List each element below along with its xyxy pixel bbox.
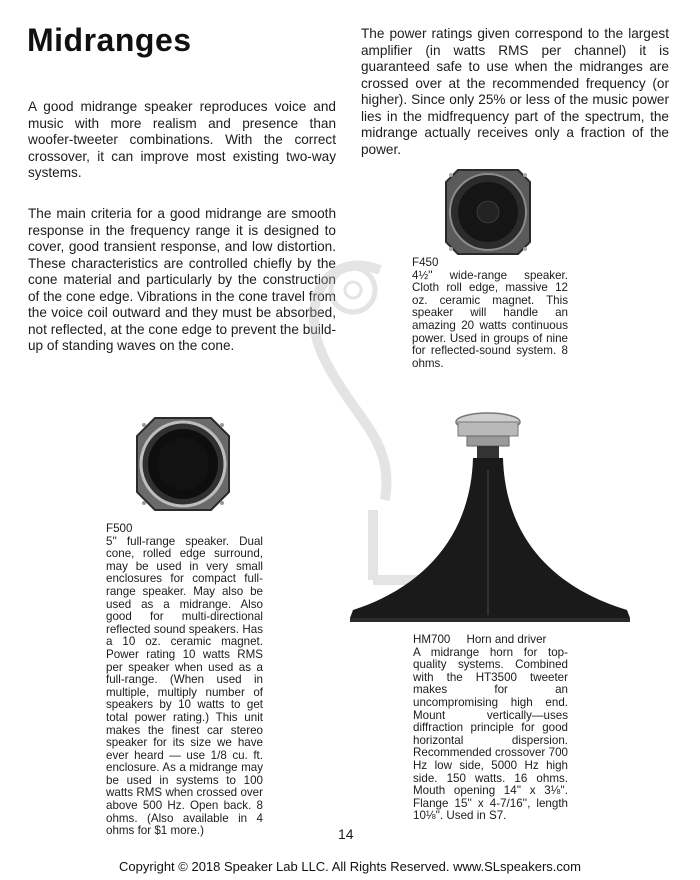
f450-caption [412,257,568,370]
intro-paragraph: A good midrange speaker reproduces voice and music with more realism and presence than woofer-tweeter combinations. With the correct crossover, it can improve most existing two-way systems. [28,99,336,180]
f450-speaker-image [444,168,532,256]
page-title: Midranges [27,22,192,58]
f450-description: 4½'' wide-range speaker. Cloth roll edge, massive 12 oz. ceramic magnet. This speaker will handle an amazing 20 watts continuous power. Used in groups of nine for reflected-sound system. 8 ohms. [412,268,568,370]
page-number: 14 [338,826,354,842]
power-ratings-paragraph: The power ratings given correspond to the largest amplifier (in watts RMS per channel) it is guaranteed safe to use when the midranges are crossed over at the recommended frequency (or higher). Since only 25% or less of the music power lies in the midfrequency part of the spectrum, the midrange actually receives only a fraction of the power. [361,26,669,157]
hm700-model: HM700 [413,633,451,646]
hm700-description: A midrange horn for top-quality systems. Combined with the HT3500 tweeter makes for an uncompromising high end. Mount vertically—uses diffraction principle for good horizontal dispersion. Recommended crossover 700 Hz low side, 5000 Hz high side. 150 watts. 16 ohms. Mouth opening 14'' x 3⅛''. Flange 15'' x 4-7/16'', length 10⅛''. Used in S7. [413,645,568,823]
copyright-footer: Copyright © 2018 Speaker Lab LLC. All Rights Reserved. www.SLspeakers.com [119,859,581,874]
f500-model: F500 [106,522,133,535]
f500-caption [106,523,263,838]
f450-model: F450 [412,256,439,269]
hm700-model-suffix: Horn and driver [466,633,547,646]
hm700-caption [413,634,568,823]
f500-description: 5'' full-range speaker. Dual cone, rolled edge surround, may be used in very small enclosures for compact full-range speaker. May also be used as a midrange. Also good for multi-directional reflected sound speakers. Has a 10 oz. ceramic magnet. Power rating 10 watts RMS per speaker when used as a full-range. (When used in multiple, multiply number of speakers by 10 watts to get total power rating.) This unit makes the finest car stereo speaker for its size we have ever heard — use 1/8 cu. ft. enclosure. As a midrange may be used in systems to 100 watts RMS when crossed over above 500 Hz. Open back. 8 ohms. (Also available in 4 ohms for $1 more.) [106,534,263,838]
criteria-paragraph: The main criteria for a good midrange are smooth response in the frequency range it is designed to cover, good transient response, and low distortion. These characteristics are controlled chiefly by the cone material and particularly by the construction of the cone edge. Vibrations in the cone travel from the voice coil outward and they must be absorbed, not reflected, at the cone edge to prevent the build-up of standing waves on the cone. [28,206,336,353]
hm700-horn-image [345,410,635,625]
f500-speaker-image [135,416,231,512]
